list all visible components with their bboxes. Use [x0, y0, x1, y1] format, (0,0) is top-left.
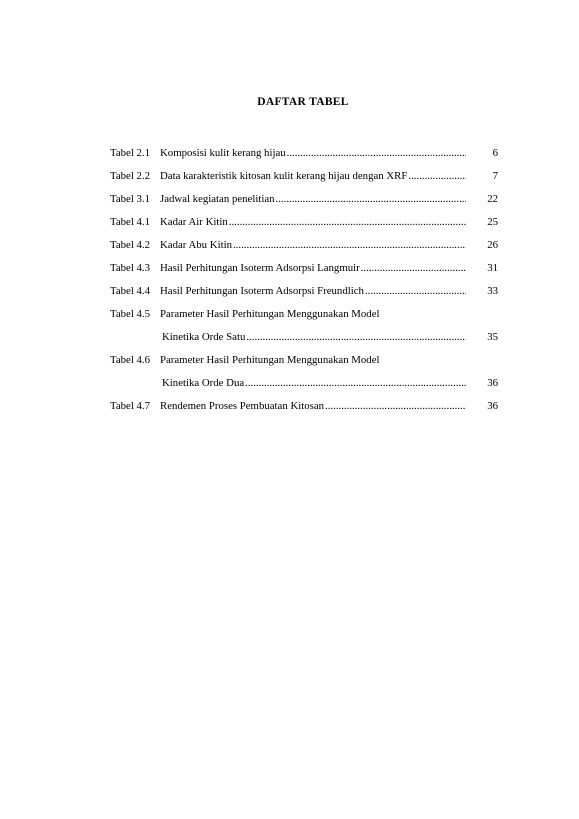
dot-leader	[229, 214, 466, 231]
table-entry	[110, 306, 498, 329]
table-number: Tabel 2.2	[110, 170, 151, 182]
dot-leader	[246, 329, 466, 346]
dot-leader	[233, 237, 466, 254]
dot-leader	[276, 191, 466, 208]
page-number: 36	[487, 377, 498, 389]
table-entry-continuation	[110, 375, 498, 398]
table-title: Komposisi kulit kerang hijau	[160, 147, 286, 159]
page-number: 33	[487, 285, 498, 297]
dot-leader	[245, 375, 466, 392]
table-title: Data karakteristik kitosan kulit kerang hijau dengan XRF	[160, 170, 408, 182]
dot-leader	[361, 260, 466, 277]
dot-leader	[325, 398, 466, 415]
table-entry	[110, 237, 498, 260]
dot-leader	[408, 168, 466, 185]
table-entry	[110, 260, 498, 283]
page-number: 7	[492, 170, 498, 182]
table-title: Parameter Hasil Perhitungan Menggunakan Model	[160, 308, 380, 320]
page-number: 25	[487, 216, 498, 228]
table-entry	[110, 352, 498, 375]
table-entry	[110, 168, 498, 191]
page-number: 22	[487, 193, 498, 205]
table-entry	[110, 283, 498, 306]
table-number: Tabel 4.4	[110, 285, 151, 297]
page-number: 31	[487, 262, 498, 274]
table-title: Kadar Abu Kitin	[160, 239, 232, 251]
table-title-continuation: Kinetika Orde Satu	[162, 331, 246, 343]
table-title-continuation: Kinetika Orde Dua	[162, 377, 245, 389]
table-title: Jadwal kegiatan penelitian	[160, 193, 275, 205]
table-number: Tabel 4.2	[110, 239, 151, 251]
table-number: Tabel 4.1	[110, 216, 151, 228]
table-number: Tabel 4.7	[110, 400, 151, 412]
page-title: DAFTAR TABEL	[257, 96, 349, 108]
table-title: Hasil Perhitungan Isoterm Adsorpsi Freundlich	[160, 285, 364, 297]
dot-leader	[365, 283, 466, 300]
dot-leader	[287, 145, 466, 162]
page-number: 6	[492, 147, 498, 159]
table-title: Hasil Perhitungan Isoterm Adsorpsi Langmuir	[160, 262, 360, 274]
table-title: Rendemen Proses Pembuatan Kitosan	[160, 400, 325, 412]
table-entry	[110, 398, 498, 421]
table-number: Tabel 4.5	[110, 308, 151, 320]
table-number: Tabel 4.6	[110, 354, 151, 366]
table-entry	[110, 214, 498, 237]
table-title: Parameter Hasil Perhitungan Menggunakan Model	[160, 354, 380, 366]
table-number: Tabel 4.3	[110, 262, 151, 274]
table-list	[110, 145, 498, 421]
page-number: 36	[487, 400, 498, 412]
table-number: Tabel 3.1	[110, 193, 151, 205]
page-number: 26	[487, 239, 498, 251]
table-title: Kadar Air Kitin	[160, 216, 228, 228]
table-entry	[110, 145, 498, 168]
table-number: Tabel 2.1	[110, 147, 151, 159]
page-number: 35	[487, 331, 498, 343]
table-entry-continuation	[110, 329, 498, 352]
table-entry	[110, 191, 498, 214]
